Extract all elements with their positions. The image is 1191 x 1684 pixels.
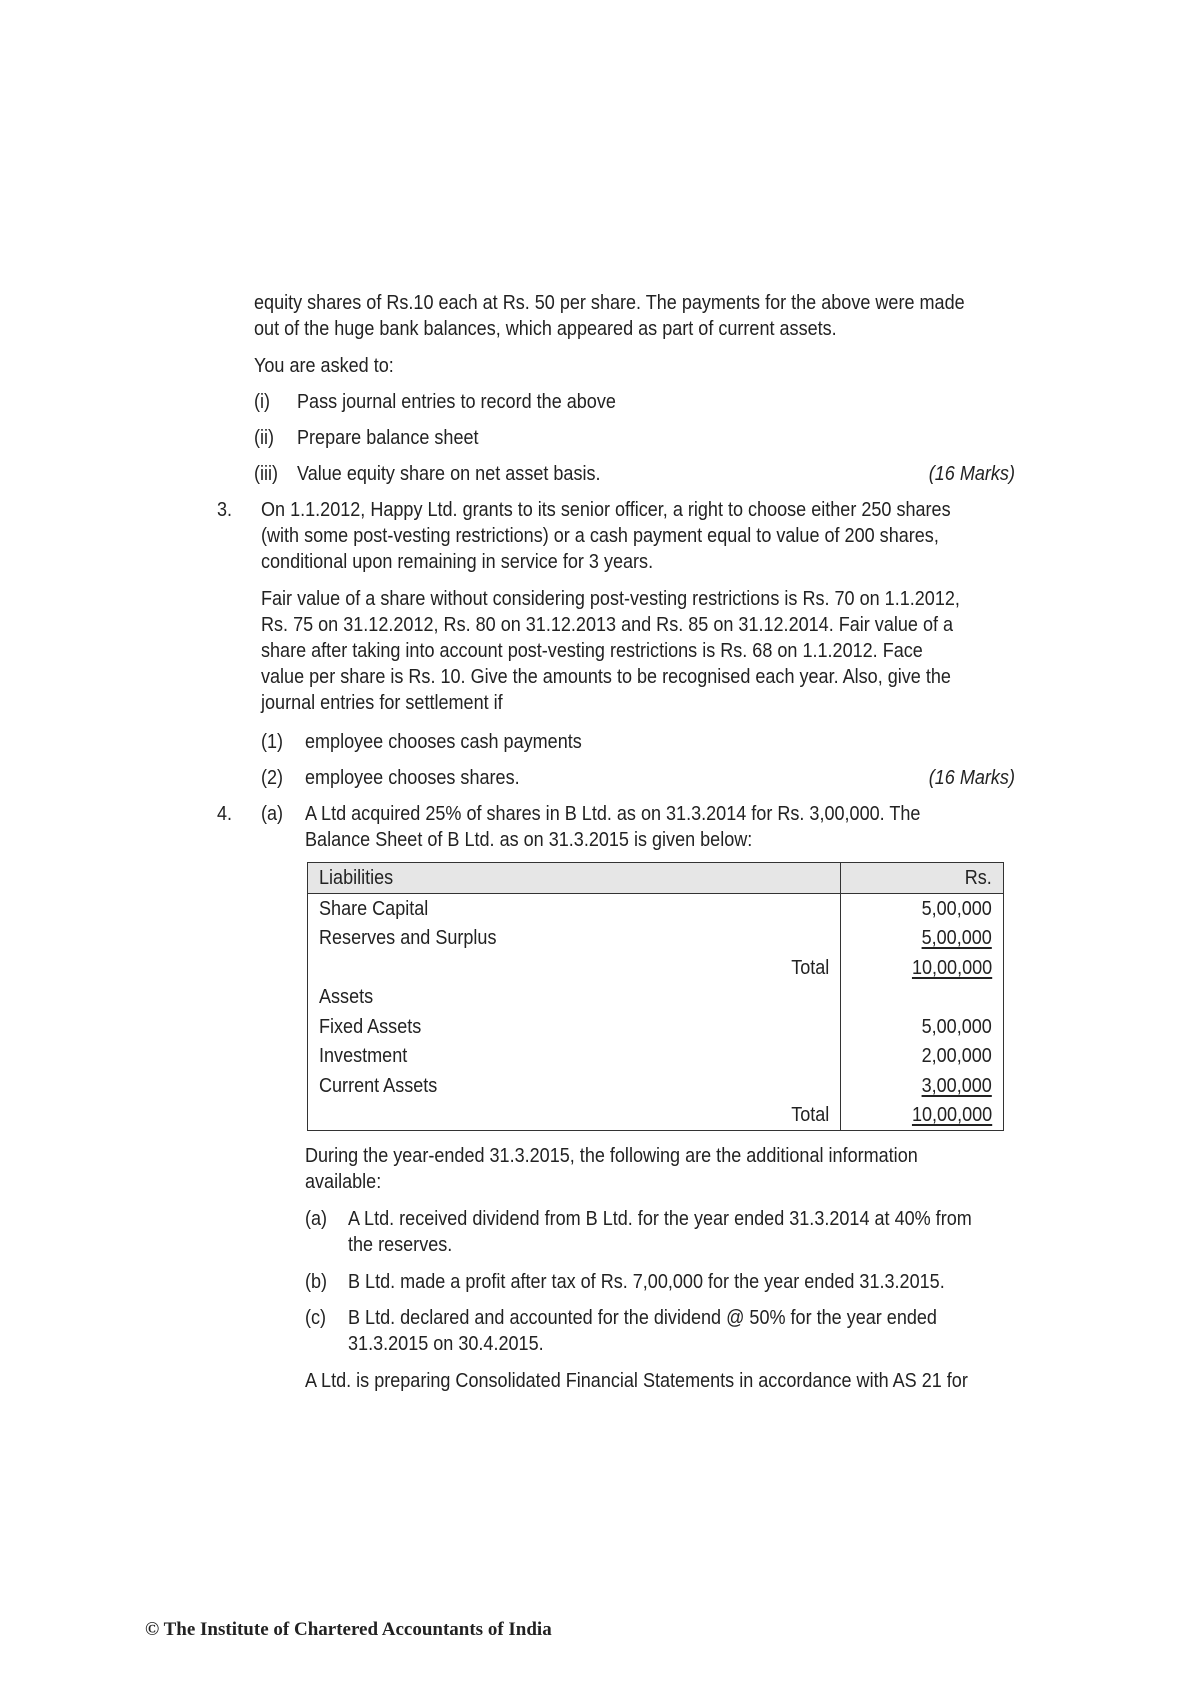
q4-item-label-b: (b) [305, 1270, 328, 1293]
table-row [308, 982, 1004, 1012]
intro-item-label-2: (ii) [254, 426, 275, 449]
q4-item-b-line-1: B Ltd. made a profit after tax of Rs. 7,00,000 for the year ended 31.3.2015. [348, 1270, 945, 1293]
row-label: Current Assets [308, 1071, 841, 1101]
q4-paragraph-1 [305, 801, 1004, 853]
row-label: Share Capital [308, 893, 841, 923]
q4-item-a [348, 1206, 1057, 1258]
q4-last-line: A Ltd. is preparing Consolidated Financial Statements in accordance with AS 21 for [305, 1369, 968, 1392]
row-amount: 10,00,000 [841, 1100, 1004, 1130]
row-amount: 5,00,000 [841, 1012, 1004, 1042]
intro-marks: (16 Marks) [928, 462, 1015, 485]
row-label: Assets [308, 982, 841, 1012]
row-amount: 5,00,000 [841, 893, 1004, 923]
balance-sheet-table [307, 862, 1004, 1131]
q3-item-text-1: employee chooses cash payments [305, 730, 582, 753]
header-rs: Rs. [841, 863, 1004, 894]
q4-item-label-c: (c) [305, 1306, 327, 1329]
q3-item-label-2: (2) [261, 766, 284, 789]
intro-item-label-1: (i) [254, 390, 271, 413]
asked-heading: You are asked to: [254, 354, 394, 377]
q4-item-label-a: (a) [305, 1207, 328, 1230]
table-row [308, 923, 1004, 953]
row-label: Investment [308, 1041, 841, 1071]
intro-item-text-1: Pass journal entries to record the above [297, 390, 616, 413]
q3-p1-line-2: (with some post-vesting restrictions) or a cash payment equal to value of 200 shares, [261, 524, 939, 547]
q4-number: 4. [217, 802, 233, 825]
intro-item-label-3: (iii) [254, 462, 279, 485]
q4-part-label: (a) [261, 802, 284, 825]
q3-p2-line-2: Rs. 75 on 31.12.2012, Rs. 80 on 31.12.2013 and Rs. 85 on 31.12.2014. Fair value of a [261, 613, 954, 636]
table-row [308, 1071, 1004, 1101]
q4-item-c [348, 1305, 1017, 1357]
q3-p2-line-1: Fair value of a share without considering post-vesting restrictions is Rs. 70 on 1.1.2012, [261, 587, 960, 610]
q4-p2-line-1: During the year-ended 31.3.2015, the following are the additional information [305, 1144, 918, 1167]
intro-line-1: equity shares of Rs.10 each at Rs. 50 per share. The payments for the above were made [254, 291, 965, 314]
row-label: Total [308, 1100, 841, 1130]
q3-p1-line-1: On 1.1.2012, Happy Ltd. grants to its senior officer, a right to choose either 250 shares [261, 498, 951, 521]
row-amount: 10,00,000 [841, 953, 1004, 983]
row-label: Fixed Assets [308, 1012, 841, 1042]
table-row-total [308, 953, 1004, 983]
q3-paragraph-1 [261, 497, 1045, 575]
row-label: Total [308, 953, 841, 983]
q4-item-b [348, 1269, 1026, 1295]
q4-item-c-line-2: 31.3.2015 on 30.4.2015. [348, 1332, 544, 1355]
q3-p1-line-3: conditional upon remaining in service for 3 years. [261, 550, 654, 573]
intro-item-text-2: Prepare balance sheet [297, 426, 479, 449]
q4-last-paragraph [305, 1368, 1058, 1394]
row-amount [841, 982, 1004, 1012]
intro-line-2: out of the huge bank balances, which appeared as part of current assets. [254, 317, 837, 340]
table-header-row [308, 863, 1004, 894]
row-label: Reserves and Surplus [308, 923, 841, 953]
copyright-footer: © The Institute of Chartered Accountants of India [145, 1619, 552, 1640]
q4-item-a-line-1: A Ltd. received dividend from B Ltd. for the year ended 31.3.2014 at 40% from [348, 1207, 972, 1230]
row-amount: 3,00,000 [841, 1071, 1004, 1101]
q3-paragraph-2 [261, 586, 1055, 716]
table-row [308, 1041, 1004, 1071]
table-row-total [308, 1100, 1004, 1130]
q3-marks: (16 Marks) [928, 766, 1015, 789]
q4-item-a-line-2: the reserves. [348, 1233, 453, 1256]
row-amount: 5,00,000 [841, 923, 1004, 953]
intro-item-text-3: Value equity share on net asset basis. [297, 462, 601, 485]
q3-p2-line-4: value per share is Rs. 10. Give the amounts to be recognised each year. Also, give the [261, 665, 951, 688]
q4-p2-line-2: available: [305, 1170, 382, 1193]
table-row [308, 1012, 1004, 1042]
header-liabilities: Liabilities [308, 863, 841, 894]
q4-item-c-line-1: B Ltd. declared and accounted for the dividend @ 50% for the year ended [348, 1306, 937, 1329]
q4-paragraph-2 [305, 1143, 1001, 1195]
q3-item-label-1: (1) [261, 730, 284, 753]
q3-p2-line-3: share after taking into account post-vesting restrictions is Rs. 68 on 1.1.2012. Face [261, 639, 923, 662]
q3-p2-line-5: journal entries for settlement if [261, 691, 503, 714]
intro-paragraph [254, 290, 1014, 342]
q4-p1-line-2: Balance Sheet of B Ltd. as on 31.3.2015 is given below: [305, 828, 753, 851]
q4-p1-line-1: A Ltd acquired 25% of shares in B Ltd. as on 31.3.2014 for Rs. 3,00,000. The [305, 802, 921, 825]
row-amount: 2,00,000 [841, 1041, 1004, 1071]
q3-item-text-2: employee chooses shares. [305, 766, 520, 789]
q3-number: 3. [217, 498, 233, 521]
table-row [308, 893, 1004, 923]
